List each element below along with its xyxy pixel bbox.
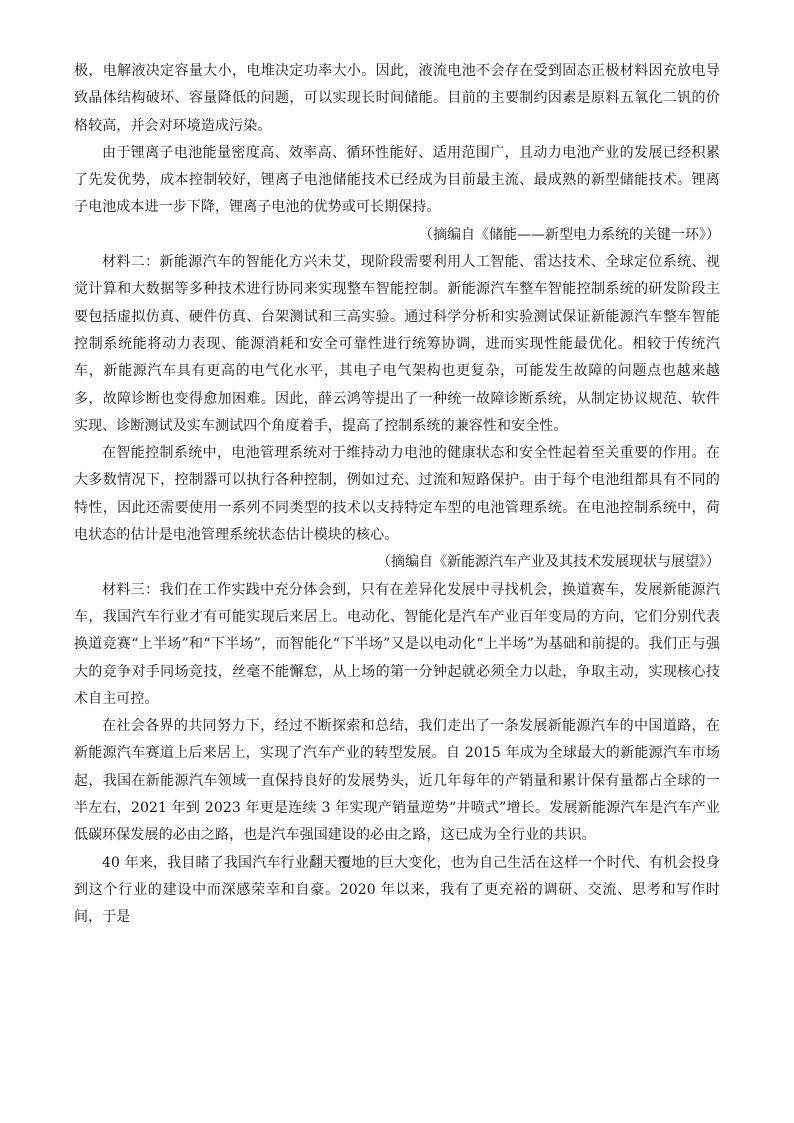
body-paragraph: 在智能控制系统中，电池管理系统对于维持动力电池的健康状态和安全性起着至关重要的作用。在大多数情况下，控制器可以执行各种控制，例如过充、过流和短路保护。由于每个电池组都具有不同的特性，因此还需要使用一系列不同类型的技术以支持特定车型的电池管理系统。在电池控制系统中，荷电状态的估计是电池管理系统状态估计模块的核心。	[74, 445, 720, 544]
source-citation: （摘编自《新能源汽车产业及其技术发展现状与展望》）	[377, 554, 720, 571]
body-paragraph: 在社会各界的共同努力下，经过不断探索和总结，我们走出了一条发展新能源汽车的中国道路，在新能源汽车赛道上后来居上，实现了汽车产业的转型发展。自 2015 年成为全球最大的新能源汽车市场起，我国在新能源汽车领域一直保持良好的发展势头，近几年每年的产销量和累计保有量都占全球的一半左右，2021 年到 2023 年更是连续 3 年实现产销量逆势“井喷式”增长。发展新能源汽车是汽车产业低碳环保发展的必由之路，也是汽车强国建设的必由之路，这已成为全行业的共识。	[74, 718, 720, 844]
document-page	[74, 58, 720, 932]
source-citation: （摘编自《储能——新型电力系统的关键一环》）	[419, 226, 720, 243]
body-paragraph: 材料二：新能源汽车的智能化方兴未艾，现阶段需要利用人工智能、雷达技术、全球定位系统、视觉计算和大数据等多种技术进行协同来实现整车智能控制。新能源汽车整车智能控制系统的研发阶段主要包括虚拟仿真、硬件仿真、台架测试和三高实验。通过科学分析和实验测试保证新能源汽车整车智能控制系统能将动力表现、能源消耗和安全可靠性进行统筹协调，进而实现性能最优化。相较于传统汽车，新能源汽车具有更高的电气化水平，其电子电气架构也更复杂，可能发生故障的问题点也越来越多，故障诊断也变得愈加困难。因此，薛云鸿等提出了一种统一故障诊断系统，从制定协议规范、软件实现、诊断测试及实车测试四个角度着手，提高了控制系统的兼容性和安全性。	[74, 254, 720, 434]
body-paragraph: 材料三：我们在工作实践中充分体会到，只有在差异化发展中寻找机会，换道赛车，发展新能源汽车，我国汽车行业才有可能实现后来居上。电动化、智能化是汽车产业百年变局的方向，它们分别代表换道竞赛“上半场”和“下半场”，而智能化“下半场”又是以电动化“上半场”为基础和前提的。我们正与强大的竞争对手同场竞技，丝毫不能懈怠，从上场的第一分钟起就必须全力以赴，争取主动，实现核心技术自主可控。	[74, 581, 720, 707]
body-paragraph: 极，电解液决定容量大小，电堆决定功率大小。因此，液流电池不会存在受到固态正极材料因充放电导致晶体结构破坏、容量降低的问题，可以实现长时间储能。目前的主要制约因素是原料五氧化二钒的价格较高，并会对环境造成污染。	[74, 63, 720, 134]
body-paragraph: 40 年来，我目睹了我国汽车行业翻天覆地的巨大变化，也为自己生活在这样一个时代、有机会投身到这个行业的建设中而深感荣幸和自豪。2020 年以来，我有了更充裕的调研、交流、思考和写作时间，于是	[74, 854, 720, 926]
body-paragraph: 由于锂离子电池能量密度高、效率高、循环性能好、适用范围广，且动力电池产业的发展已经积累了先发优势，成本控制较好，锂离子电池储能技术已经成为目前最主流、最成熟的新型储能技术。锂离子电池成本进一步下降，锂离子电池的优势或可长期保持。	[74, 144, 720, 216]
